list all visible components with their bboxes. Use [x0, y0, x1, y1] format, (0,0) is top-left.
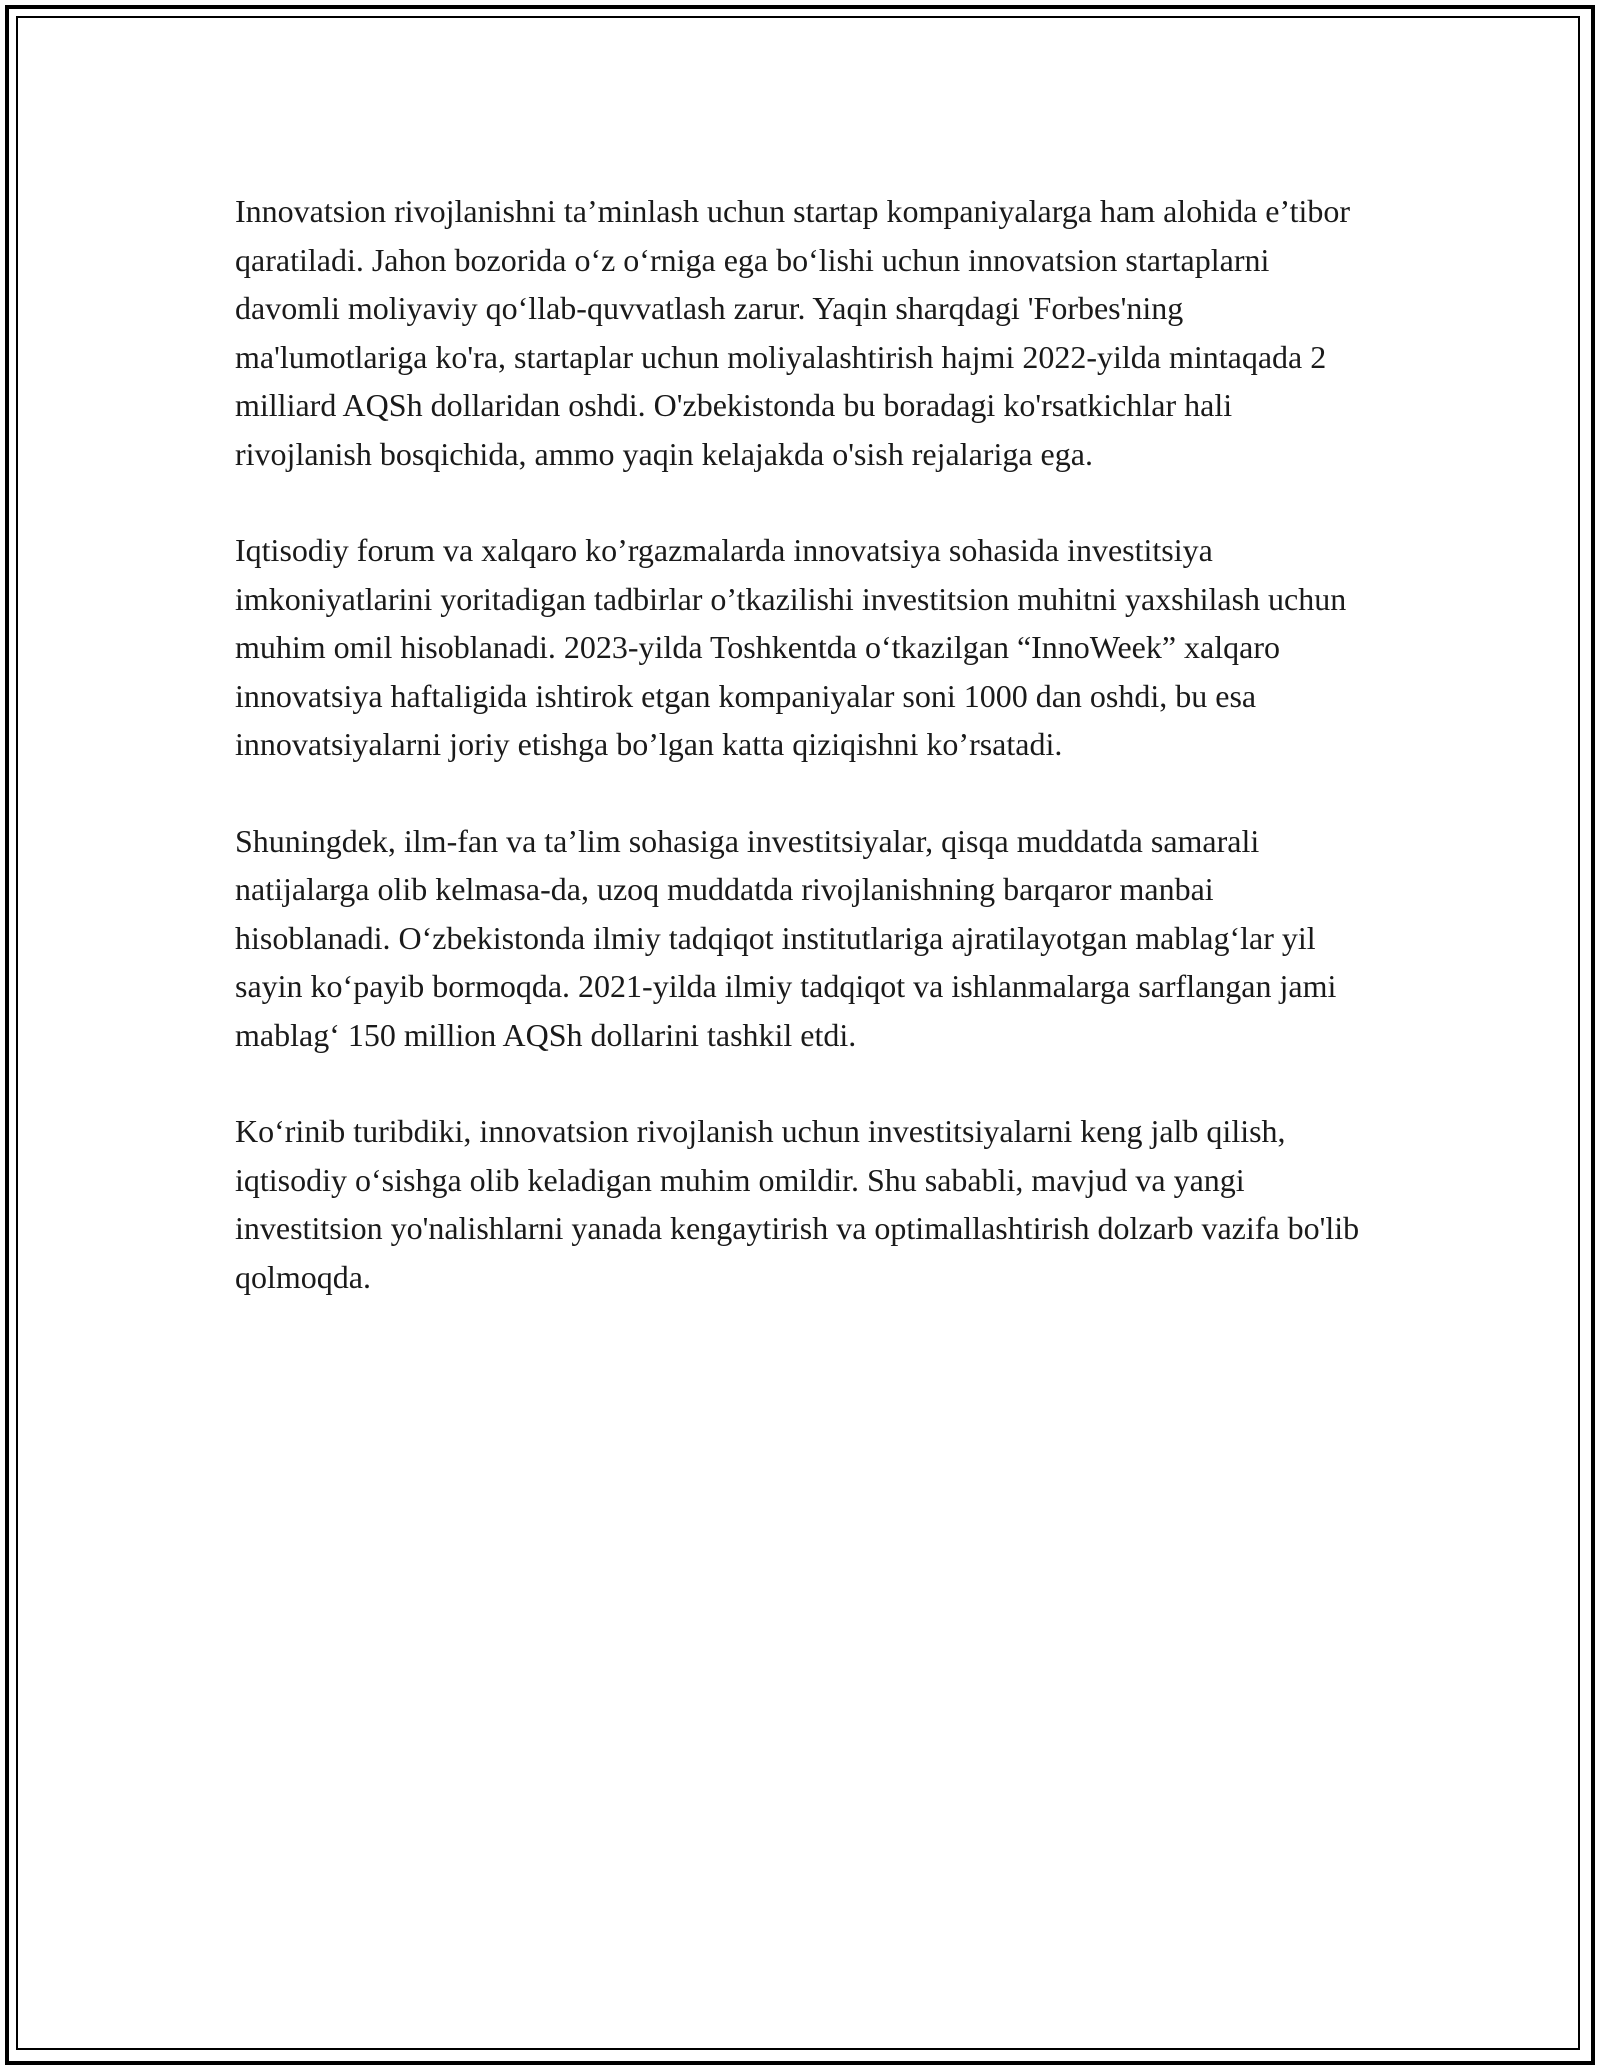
- document-body: [235, 187, 1375, 1349]
- paragraph-startups: Innovatsion rivojlanishni ta’minlash uchun startap kompaniyalarga ham alohida e’tibor qaratiladi. Jahon bozorida o‘z o‘rniga ega bo‘lishi uchun innovatsion startaplarni davomli moliyaviy qo‘llab-quvvatlash zarur. Yaqin sharqdagi 'Forbes'ning ma'lumotlariga ko'ra, startaplar uchun moliyalashtirish hajmi 2022-yilda mintaqada 2 milliard AQSh dollaridan oshdi. O'zbekistonda bu boradagi ko'rsatkichlar hali rivojlanish bosqichida, ammo yaqin kelajakda o'sish rejalariga ega.: [235, 193, 1350, 472]
- paragraph-science-investment: Shuningdek, ilm-fan va ta’lim sohasiga investitsiyalar, qisqa muddatda samarali natijalarga olib kelmasa-da, uzoq muddatda rivojlanishning barqaror manbai hisoblanadi. O‘zbekistonda ilmiy tadqiqot institutlariga ajratilayotgan mablag‘lar yil sayin ko‘payib bormoqda. 2021-yilda ilmiy tadqiqot va ishlanmalarga sarflangan jami mablag‘ 150 million AQSh dollarini tashkil etdi.: [235, 822, 1337, 1053]
- paragraph-conclusion: Ko‘rinib turibdiki, innovatsion rivojlanish uchun investitsiyalarni keng jalb qilish, iqtisodiy o‘sishga olib keladigan muhim omildir. Shu sababli, mavjud va yangi investitsion yo'nalishlarni yanada kengaytirish va optimallashtirish dolzarb vazifa bo'lib qolmoqda.: [235, 1113, 1360, 1295]
- paragraph-forums: Iqtisodiy forum va xalqaro ko’rgazmalarda innovatsiya sohasida investitsiya imkoniyatlarini yoritadigan tadbirlar o’tkazilishi investitsion muhitni yaxshilash uchun muhim omil hisoblanadi. 2023-yilda Toshkentda o‘tkazilgan “InnoWeek” xalqaro innovatsiya haftaligida ishtirok etgan kompaniyalar soni 1000 dan oshdi, bu esa innovatsiyalarni joriy etishga bo’lgan katta qiziqishni ko’rsatadi.: [235, 532, 1347, 762]
